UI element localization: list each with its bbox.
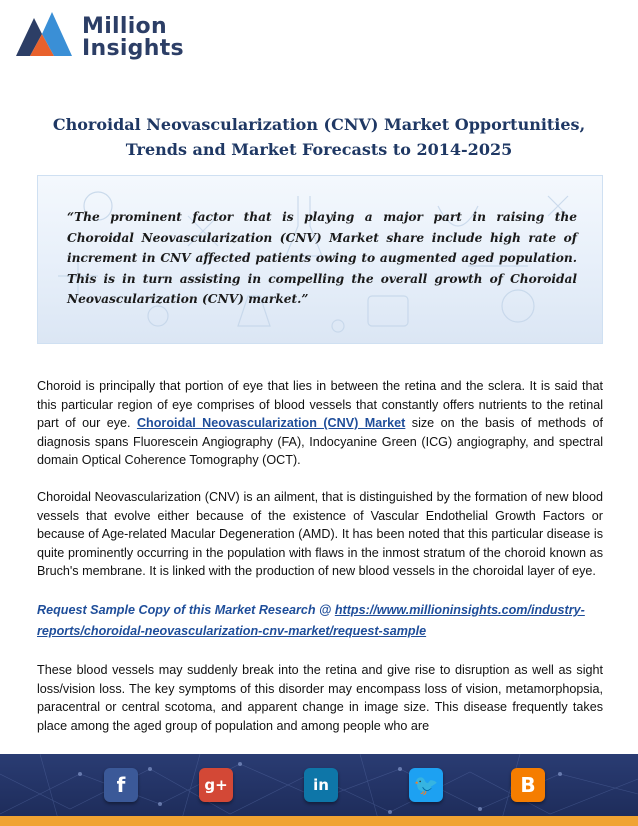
- logo-line1: Million: [82, 14, 167, 39]
- paragraph-intro-before: Choroid is principally that portion of eye that lies in between the retina and the sclera. It is said that this particular region of eye comprises of blood vessels that constantly offers nutrients to the retinal part of our eye.: [37, 379, 603, 430]
- blogger-icon[interactable]: B: [511, 768, 545, 802]
- paragraph-cnv-definition: Choroidal Neovascularization (CNV) is an ailment, that is distinguished by the formation of new blood vessels that evolve either because of the existence of Vascular Endothelial Growth Factors or because of Age-related Macular Degeneration (AMD). It has been noted that this particular disease is quite prominently occurring in the population with flaws in the inmost stratum of the choroid known as Bruch's membrane. It is linked with the production of new blood vessels in the choroidal layer of eye.: [37, 490, 603, 578]
- linkedin-icon[interactable]: in: [304, 768, 338, 802]
- page-title: [30, 112, 608, 162]
- request-sample-link[interactable]: https://www.millioninsights.com/industry-reports/choroidal-neovascularization-cnv-market/request-sample: [37, 603, 585, 638]
- google-plus-icon[interactable]: g+: [199, 768, 233, 802]
- request-sample-label: Request Sample Copy of this Market Research @: [37, 603, 335, 617]
- title-line1: Choroidal Neovascularization (CNV) Market Opportunities,: [52, 115, 586, 134]
- logo: [12, 8, 212, 60]
- facebook-icon[interactable]: f: [104, 768, 138, 802]
- quote-box: [37, 175, 603, 344]
- highlight-quote: “The prominent factor that is playing a major part in raising the Choroidal Neovascularization (CNV) Market share include high rate of increment in CNV affected patients owing to augmented aged population. This is in turn assisting in compelling the overall growth of Choroidal Neovascularization (CNV) market.”: [67, 210, 577, 307]
- paragraph-intro-after: size on the basis of methods of diagnosis spans Fluorescein Angiography (FA), Indocyanine Green (ICG) angiography, and spectral domain Optical Coherence Tomography (OCT).: [37, 416, 603, 467]
- request-sample: [37, 600, 603, 642]
- market-link[interactable]: Choroidal Neovascularization (CNV) Market: [136, 416, 406, 430]
- paragraph-intro: [37, 377, 603, 470]
- paragraph-symptoms: These blood vessels may suddenly break into the retina and give rise to disruption as well as sight loss/vision loss. The key symptoms of this disorder may encompass loss of vision, metamorphopsia, paracentral or central scotoma, and apparent change in image size. This disease frequently takes place among the aged group of population and among people who are: [37, 663, 603, 733]
- logo-line2: Insights: [82, 36, 184, 61]
- twitter-icon[interactable]: 🐦: [409, 768, 443, 802]
- logo-mark-icon: [12, 8, 74, 60]
- footer-accent-strip: [0, 816, 638, 826]
- title-line2: Trends and Market Forecasts to 2014-2025: [125, 140, 513, 159]
